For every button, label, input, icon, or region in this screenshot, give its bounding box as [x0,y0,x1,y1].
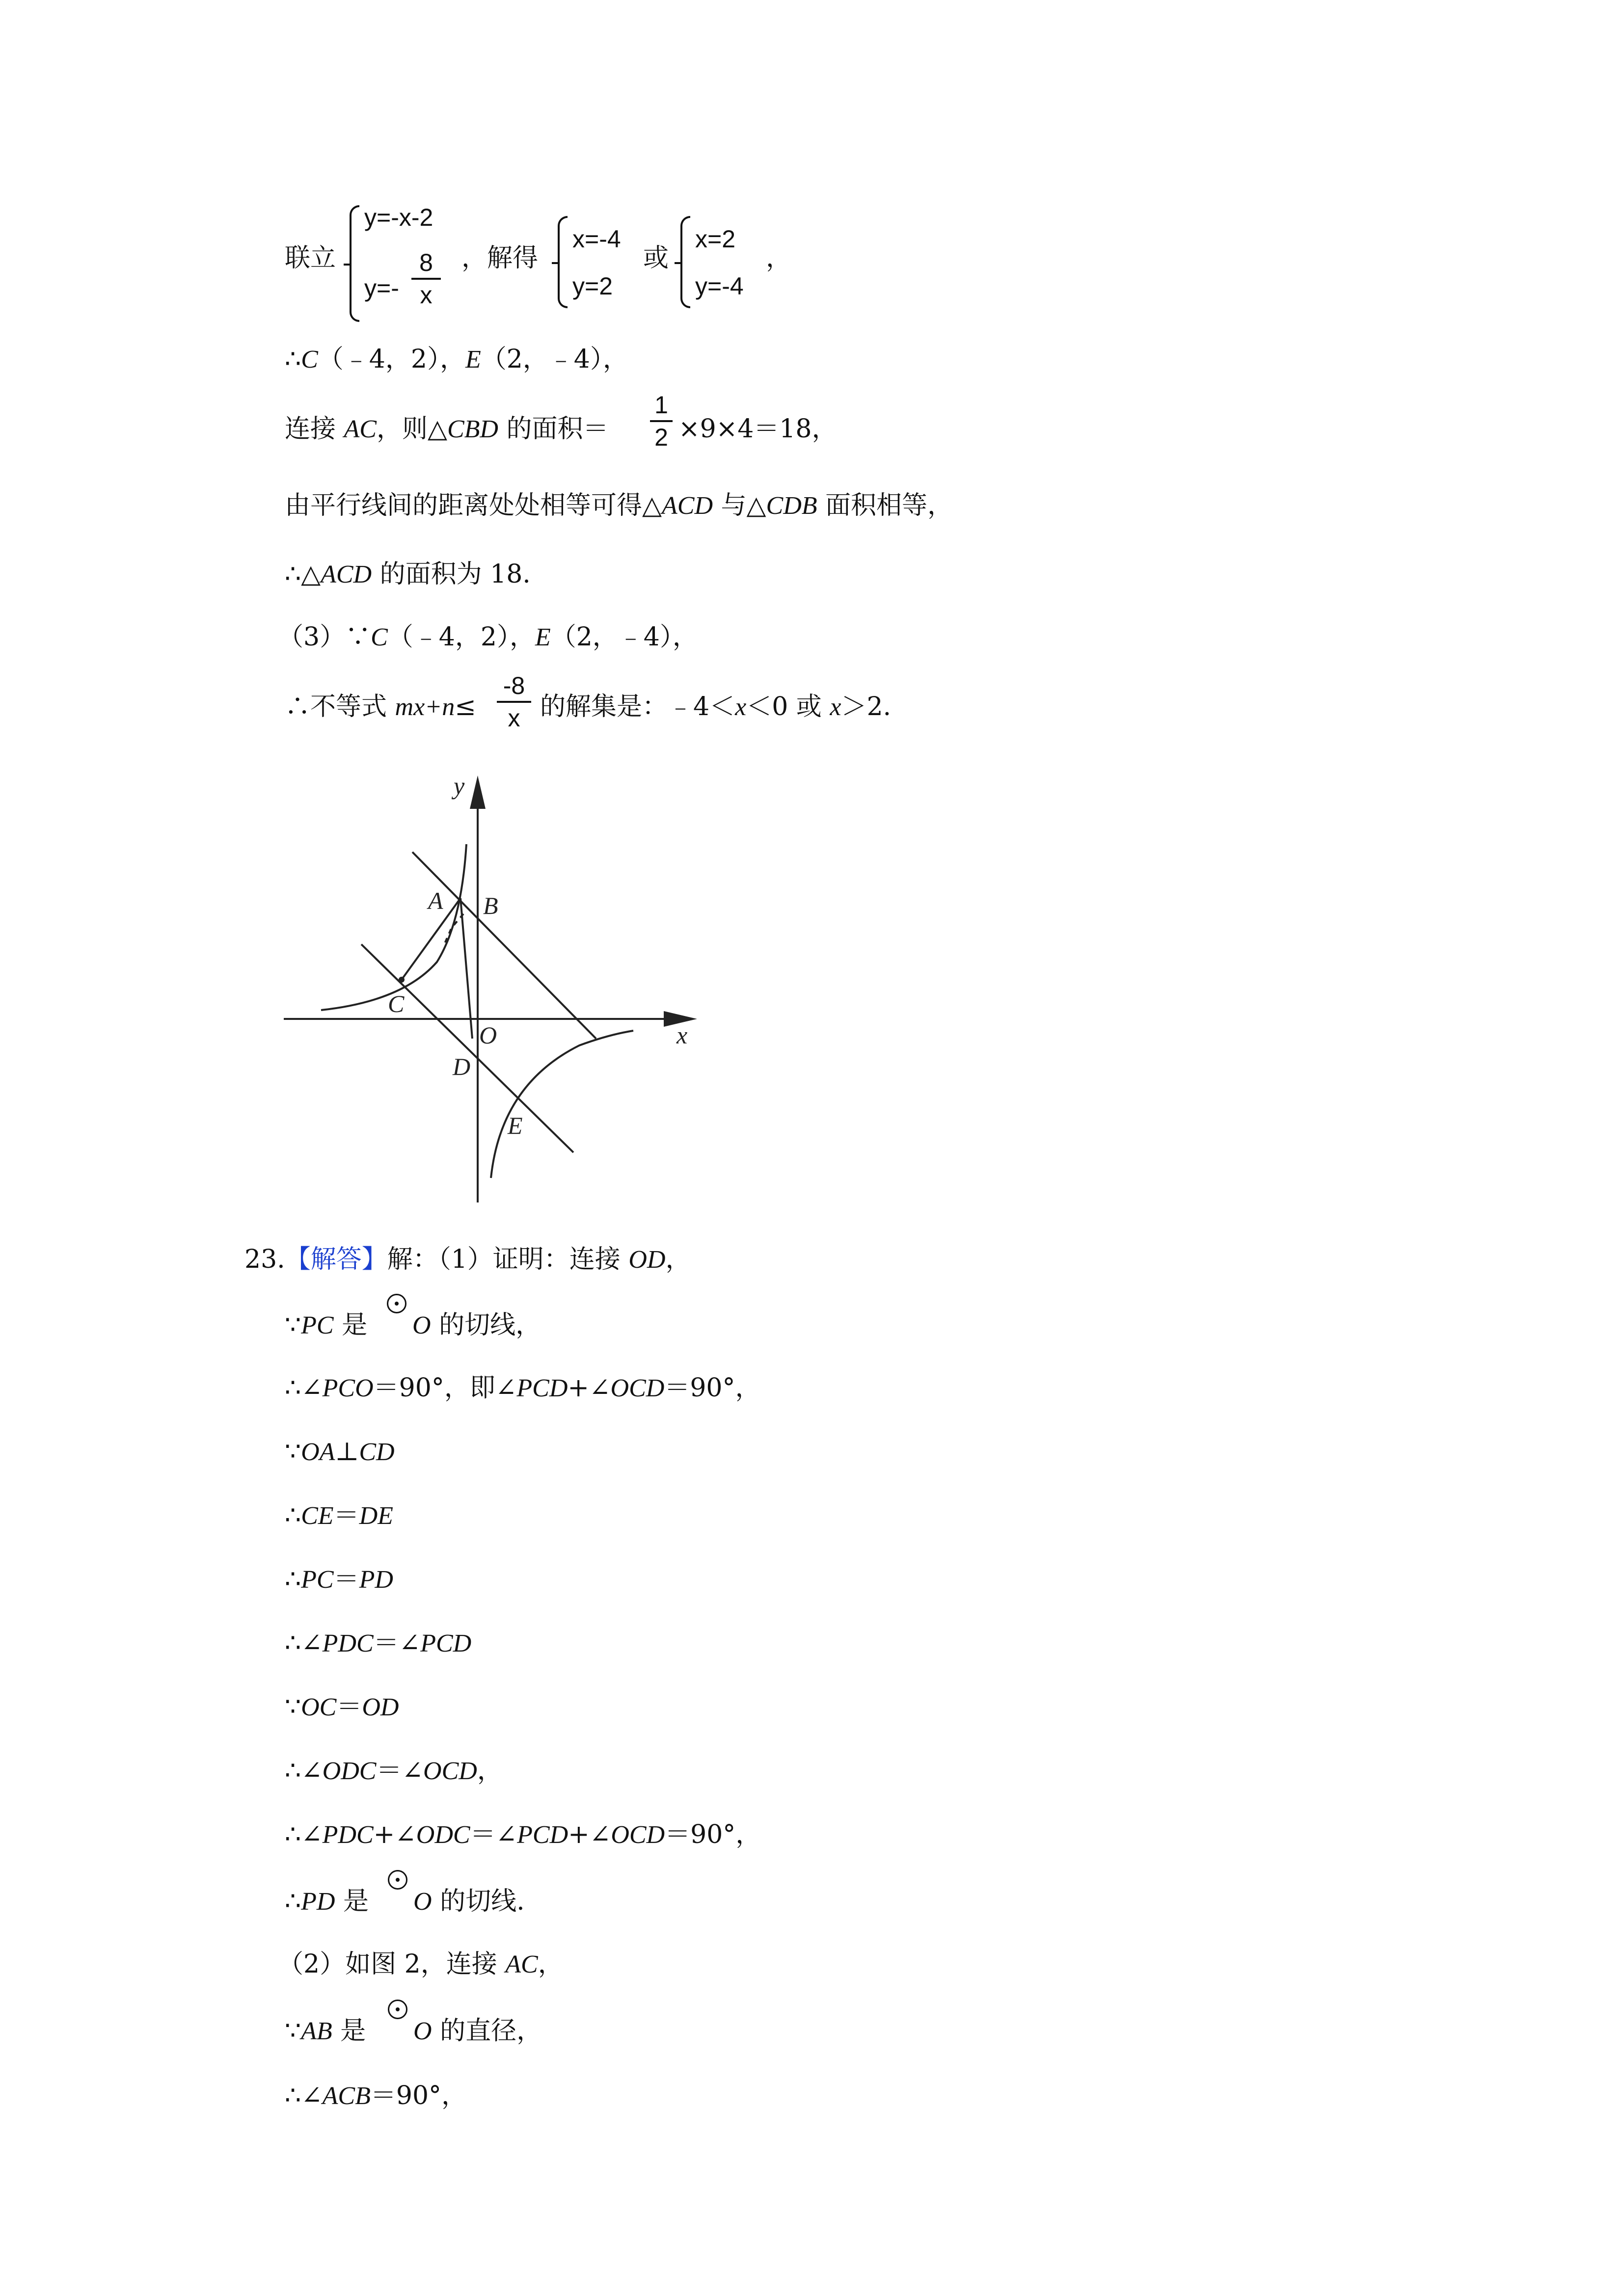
solve-label: ，解得 [461,243,539,273]
circle-dot-symbol [387,1294,406,1313]
label-d: D [453,1053,471,1080]
fraction-bar [411,278,441,280]
x-axis-label: x [677,1021,688,1049]
y-axis-label: y [454,772,465,800]
step-6: ∴∠PDC＝∠PCD [285,1629,472,1658]
label-e: E [508,1112,523,1139]
y-axis-arrow [470,775,486,809]
equation-2-lhs: y=- [364,274,399,302]
fraction-8-over-x [411,250,441,307]
numerator: 8 [419,249,433,276]
step-3: ∵OA⊥CD [285,1437,395,1467]
left-brace [350,205,359,322]
solution-1-x: x=-4 [572,225,621,253]
equation-1: y=-x-2 [364,204,433,231]
label-a: A [428,887,443,914]
step-5: ∴PC＝PD [285,1565,393,1594]
lianli-label: 联立 [285,243,336,273]
denominator: x [420,281,433,309]
circle-dot-symbol [388,2000,407,2019]
step-13: ∴∠ACB＝90°， [285,2081,467,2110]
label-b: B [483,892,498,919]
parallel-distance-line: 由平行线间的距离处处相等可得△ACD 与△CDB 面积相等， [285,491,953,520]
label-c: C [388,990,405,1017]
step-11: （2）如图 2，连接 AC， [278,1949,564,1979]
or-label: 或 [643,243,669,273]
solution-brace-2 [680,216,690,308]
solution-2-x: x=2 [695,225,736,253]
part3-line: （3）∵C（﹣4，2），E（2，﹣4）， [278,622,698,652]
solution-2-y: y=-4 [695,272,744,300]
hyperbola-branch-left [321,844,466,1010]
answer-tag: 【解答】 [285,1245,387,1274]
label-o: O [479,1021,497,1049]
fraction-one-half: 1 2 [650,393,673,450]
area-acd-line: ∴△ACD 的面积为 18. [285,560,531,589]
question-23-header: 23.【解答】解：（1）证明：连接 OD， [244,1245,691,1274]
solution-1-y: y=2 [572,272,613,300]
fraction-neg8-over-x: -8 x [497,673,531,730]
line-ab [412,852,596,1039]
segment-ad [460,898,472,1039]
step-4: ∴CE＝DE [285,1501,393,1530]
step-9: ∴∠PDC+∠ODC＝∠PCD+∠OCD＝90°， [285,1820,761,1849]
function-graph [275,756,717,1207]
solution-brace-1 [558,216,568,308]
step-2: ∴∠PCO＝90°，即∠PCD+∠OCD＝90°， [285,1373,761,1403]
step-8: ∴∠ODC＝∠OCD， [285,1756,503,1786]
comma: ， [766,243,792,273]
points-line: ∴C（﹣4，2），E（2，﹣4）， [285,345,628,374]
point-c-dot [399,977,405,983]
hyperbola-branch-right [491,1031,633,1178]
circle-dot-symbol [388,1870,407,1890]
step-7: ∵OC＝OD [285,1692,399,1722]
dashed-segment [445,914,463,943]
